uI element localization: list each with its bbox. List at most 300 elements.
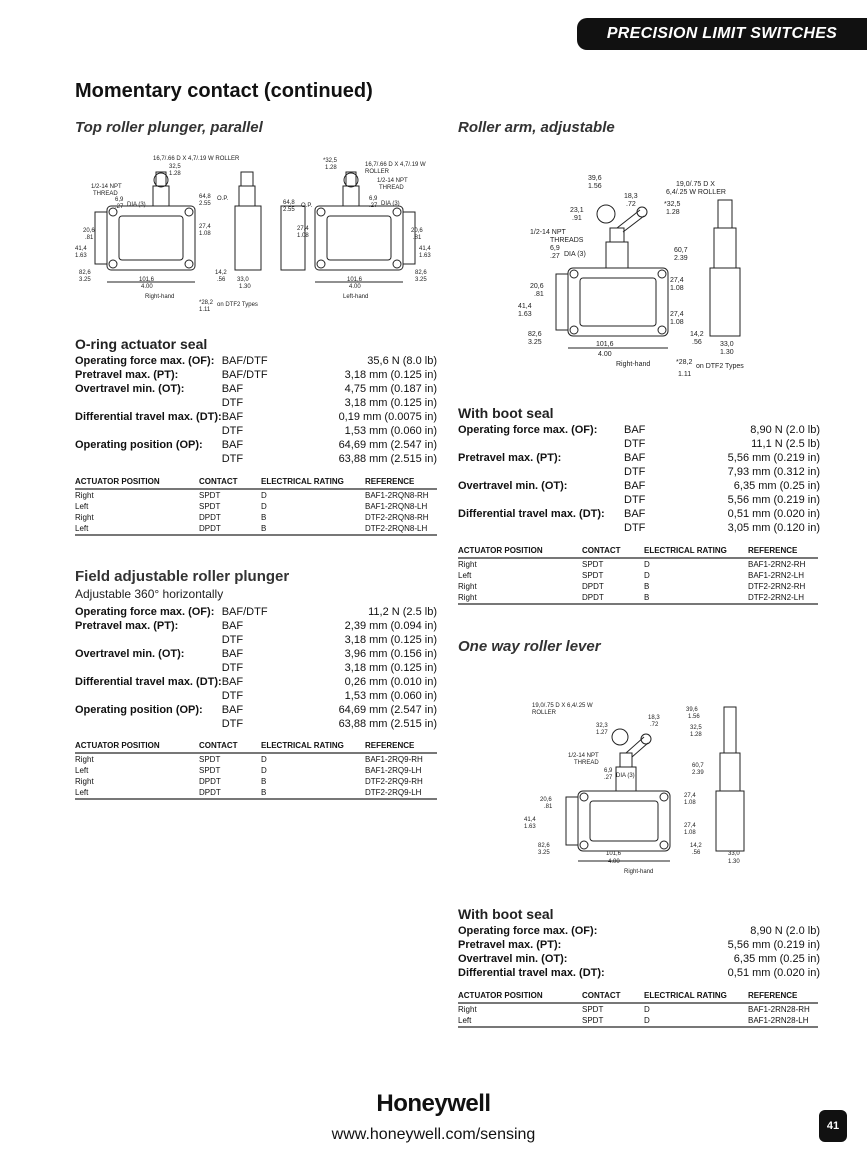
dim-label: .81	[85, 235, 94, 241]
dim-label: 19,0/.75 D X	[676, 181, 715, 188]
dim-label: .27	[550, 253, 560, 260]
dim-label: 27,4	[199, 224, 211, 230]
dim-label: 16,7/.66 D X 4,7/.19 W ROLLER	[153, 156, 240, 162]
column-header: ELECTRICAL RATING	[261, 476, 365, 489]
diagram-caption: Right-hand	[624, 869, 654, 875]
spec-variant: BAF	[624, 424, 646, 436]
dim-label: 1.30	[728, 859, 740, 865]
page-number: 41	[819, 1110, 847, 1142]
column-header: ACTUATOR POSITION	[75, 740, 199, 753]
section-title-top-roller: Top roller plunger, parallel	[75, 119, 263, 136]
table-cell: DPDT	[582, 592, 644, 604]
table-cell: B	[261, 513, 267, 522]
spec-label	[75, 661, 222, 675]
spec-value: 8,90 N (2.0 lb)	[750, 424, 820, 436]
spec-label: Overtravel min. (OT):	[75, 383, 185, 395]
table-row	[458, 570, 818, 581]
dim-label: 1.08	[297, 233, 309, 239]
dim-label: 2.39	[692, 770, 704, 776]
spec-row	[75, 410, 437, 424]
dim-label: 27,4	[684, 823, 696, 829]
dim-label: 23,1	[570, 207, 584, 214]
page-title: Momentary contact (continued)	[75, 80, 373, 102]
dim-label: DIA (3)	[381, 201, 400, 207]
dim-label: 1.30	[720, 349, 734, 356]
table-cell: D	[261, 755, 267, 764]
spec-variant: DTF	[624, 494, 646, 506]
spec-row	[458, 423, 820, 437]
dim-label: DIA (3)	[564, 251, 586, 258]
table-cell: D	[644, 1015, 748, 1027]
spec-label	[75, 452, 222, 466]
spec-value: 1,53 mm (0.060 in)	[344, 690, 437, 702]
dim-label: 1.27	[596, 730, 608, 736]
dim-label: 18,3	[648, 715, 660, 721]
spec-label: Operating force max. (OF):	[458, 925, 598, 937]
spec-value: 5,56 mm (0.219 in)	[727, 939, 820, 951]
dim-label: 3.25	[538, 850, 550, 856]
dim-label: 27,4	[670, 277, 684, 284]
spec-value: 64,69 mm (2.547 in)	[338, 704, 437, 716]
table-row	[458, 592, 818, 604]
column-header: REFERENCE	[748, 990, 818, 1003]
dim-label: 101,6	[347, 277, 363, 283]
dim-label: *28,2	[199, 300, 214, 306]
dim-label: 82,6	[415, 270, 427, 276]
dim-label: 6,9	[369, 196, 378, 202]
dim-label: .81	[534, 291, 544, 298]
dim-label: 1.08	[670, 319, 684, 326]
spec-row	[75, 633, 437, 647]
spec-variant: BAF	[221, 676, 244, 688]
column-header: ACTUATOR POSITION	[458, 545, 582, 558]
table-row	[75, 523, 437, 535]
dim-label: 20,6	[540, 797, 552, 803]
spec-label: Operating position (OP):	[75, 704, 203, 716]
spec-variant: BAF	[221, 383, 244, 395]
spec-label: Operating force max. (OF):	[75, 355, 215, 367]
spec-table-field-adjustable	[75, 605, 437, 731]
column-header: CONTACT	[199, 476, 261, 489]
diagram-caption: Right-hand	[616, 361, 651, 368]
table-cell: Left	[75, 766, 89, 775]
dim-label: 1.63	[518, 311, 532, 318]
dim-label: 27,4	[684, 793, 696, 799]
spec-label	[75, 396, 222, 410]
spec-variant: BAF	[221, 439, 244, 451]
spec-row	[458, 437, 820, 451]
dim-label: 1.08	[684, 830, 696, 836]
spec-value: 5,56 mm (0.219 in)	[727, 452, 820, 464]
dim-label: 27,4	[670, 311, 684, 318]
spec-label: Differential travel max. (DT):	[75, 411, 222, 423]
spec-variant	[624, 952, 684, 966]
dim-label: THREAD	[574, 760, 599, 766]
dim-label: 4.00	[598, 351, 612, 358]
table-cell: D	[261, 502, 267, 511]
spec-variant: BAF	[624, 508, 646, 520]
spec-value: 0,51 mm (0.020 in)	[727, 967, 820, 979]
spec-table-one-way-lever	[458, 924, 820, 980]
dim-label: 82,6	[79, 270, 91, 276]
dim-label: 1.28	[690, 732, 702, 738]
table-cell: D	[261, 491, 267, 500]
dim-label: *28,2	[676, 359, 693, 366]
dim-label: .81	[544, 804, 553, 810]
spec-value: 35,6 N (8.0 lb)	[367, 355, 437, 367]
column-header: REFERENCE	[365, 476, 437, 489]
table-row	[458, 581, 818, 592]
spec-variant: DTF	[624, 438, 646, 450]
dim-label: 41,4	[518, 303, 532, 310]
dim-label: 1.11	[199, 307, 211, 313]
spec-row	[458, 479, 820, 493]
dim-label: 1.56	[588, 183, 602, 190]
dim-label: 101,6	[139, 277, 155, 283]
dim-label: 1.56	[688, 714, 700, 720]
dim-label: 3.25	[415, 277, 427, 283]
dim-label: 14,2	[215, 270, 227, 276]
spec-value: 4,75 mm (0.187 in)	[344, 383, 437, 395]
column-header: ACTUATOR POSITION	[458, 990, 582, 1003]
spec-label: Overtravel min. (OT):	[75, 648, 185, 660]
diagram-roller-arm	[510, 170, 780, 380]
table-cell: SPDT	[582, 1005, 604, 1014]
dim-label: 16,7/.66 D X 4,7/.19 W	[365, 162, 426, 168]
dim-label: 6,4/.25 W ROLLER	[666, 189, 726, 196]
table-cell: BAF1-2RQ9-RH	[365, 755, 423, 764]
spec-row	[458, 521, 820, 535]
dim-label: O.P.	[217, 196, 229, 202]
dim-label: THREAD	[379, 185, 404, 191]
subhead-boot-seal-roller-arm: With boot seal	[458, 405, 554, 421]
section-note-adjustable: Adjustable 360° horizontally	[75, 587, 224, 601]
dim-label: 4.00	[608, 859, 620, 865]
spec-value: 5,56 mm (0.219 in)	[727, 494, 820, 506]
dim-label: 4.00	[349, 284, 361, 290]
spec-row	[458, 938, 820, 952]
subhead-oring-seal: O-ring actuator seal	[75, 336, 208, 352]
table-cell: Right	[458, 1005, 477, 1014]
dim-label: 1.28	[325, 165, 337, 171]
spec-row	[75, 689, 437, 703]
spec-variant: BAF/DTF	[221, 369, 268, 381]
table-cell: DPDT	[199, 523, 261, 535]
column-header: REFERENCE	[748, 545, 818, 558]
spec-row	[458, 952, 820, 966]
dim-label: 1.63	[524, 824, 536, 830]
table-cell: SPDT	[199, 502, 221, 511]
table-cell: D	[644, 560, 650, 569]
spec-variant: BAF	[221, 648, 244, 660]
spec-value: 0,51 mm (0.020 in)	[727, 508, 820, 520]
dim-label: 14,2	[690, 843, 702, 849]
table-cell: D	[644, 571, 650, 580]
spec-variant	[624, 966, 684, 980]
spec-label: Pretravel max. (PT):	[458, 939, 562, 951]
dim-label: 3.25	[528, 339, 542, 346]
spec-value: 3,18 mm (0.125 in)	[344, 397, 437, 409]
spec-row	[75, 452, 437, 466]
table-cell: Right	[458, 592, 582, 604]
spec-label	[458, 493, 624, 507]
spec-value: 0,26 mm (0.010 in)	[344, 676, 437, 688]
dim-label: 1.28	[169, 171, 181, 177]
spec-label: Pretravel max. (PT):	[75, 620, 179, 632]
table-row	[75, 765, 437, 776]
spec-row	[75, 619, 437, 633]
table-row	[458, 1015, 818, 1027]
spec-label: Operating position (OP):	[75, 439, 203, 451]
table-cell: SPDT	[199, 766, 221, 775]
spec-row	[458, 493, 820, 507]
table-cell: BAF1-2RN2-RH	[748, 560, 806, 569]
spec-variant: BAF	[624, 480, 646, 492]
spec-variant: DTF	[624, 466, 646, 478]
table-row	[75, 489, 437, 501]
dim-label: *32,5	[323, 158, 338, 164]
table-cell: Right	[458, 560, 477, 569]
spec-row	[458, 451, 820, 465]
dim-label: .91	[572, 215, 582, 222]
dim-label: on DTF2 Types	[217, 302, 258, 308]
dim-label: 32,5	[169, 164, 181, 170]
spec-row	[75, 647, 437, 661]
spec-label	[75, 689, 222, 703]
table-row	[75, 753, 437, 765]
dim-label: 64,8	[283, 200, 295, 206]
spec-row	[75, 675, 437, 689]
table-cell: D	[261, 766, 267, 775]
dim-label: 82,6	[538, 843, 550, 849]
reference-table-top-roller	[75, 476, 437, 536]
subhead-boot-seal-one-way: With boot seal	[458, 906, 554, 922]
table-cell: DPDT	[199, 513, 221, 522]
dim-label: .27	[604, 775, 613, 781]
spec-variant: DTF	[221, 397, 244, 409]
footer-url[interactable]: www.honeywell.com/sensing	[331, 1126, 536, 1143]
dim-label: 6,9	[604, 768, 613, 774]
table-cell: SPDT	[582, 1015, 644, 1027]
spec-label	[75, 717, 222, 731]
spec-variant: BAF	[221, 411, 244, 423]
table-cell: Left	[458, 1015, 582, 1027]
table-row	[458, 558, 818, 570]
column-header: ACTUATOR POSITION	[75, 476, 199, 489]
spec-label: Operating force max. (OF):	[75, 606, 215, 618]
dim-label: 2.55	[199, 201, 211, 207]
spec-row	[75, 605, 437, 619]
table-row	[458, 1003, 818, 1015]
dim-label: O.P.	[301, 203, 313, 209]
spec-row	[75, 661, 437, 675]
dim-label: 6,9	[115, 197, 124, 203]
diagram-one-way-roller-lever	[520, 695, 790, 880]
dim-label: 1.63	[419, 253, 431, 259]
spec-variant	[624, 938, 684, 952]
spec-label: Differential travel max. (DT):	[458, 967, 605, 979]
spec-row	[75, 424, 437, 438]
dim-label: 32,3	[596, 723, 608, 729]
dim-label: ROLLER	[532, 710, 557, 716]
table-cell: BAF1-2RN28-RH	[748, 1005, 810, 1014]
table-cell: DPDT	[199, 777, 221, 786]
dim-label: THREAD	[93, 191, 118, 197]
spec-label: Overtravel min. (OT):	[458, 953, 568, 965]
table-row	[75, 501, 437, 512]
section-title-field-adjustable: Field adjustable roller plunger	[75, 568, 290, 585]
spec-variant: DTF	[221, 690, 244, 702]
spec-value: 64,69 mm (2.547 in)	[338, 439, 437, 451]
dim-label: 1.11	[678, 371, 692, 378]
spec-label: Differential travel max. (DT):	[75, 676, 222, 688]
table-cell: B	[261, 523, 365, 535]
header-banner: PRECISION LIMIT SWITCHES	[577, 18, 867, 50]
table-row	[75, 787, 437, 799]
table-cell: BAF1-2RQN8-RH	[365, 491, 429, 500]
dim-label: 1.30	[239, 284, 251, 290]
spec-value: 6,35 mm (0.25 in)	[733, 953, 820, 965]
reference-table-one-way-lever	[458, 990, 818, 1028]
dim-label: 14,2	[690, 331, 704, 338]
spec-value: 2,39 mm (0.094 in)	[344, 620, 437, 632]
spec-value: 1,53 mm (0.060 in)	[344, 425, 437, 437]
table-cell: BAF1-2RQN8-LH	[365, 502, 428, 511]
spec-row	[75, 368, 437, 382]
spec-variant: BAF	[624, 452, 646, 464]
table-cell: B	[261, 777, 267, 786]
spec-value: 3,18 mm (0.125 in)	[344, 662, 437, 674]
table-row	[75, 512, 437, 523]
dim-label: 1.08	[199, 231, 211, 237]
table-cell: Right	[75, 491, 94, 500]
spec-label: Pretravel max. (PT):	[458, 452, 562, 464]
column-header: CONTACT	[199, 740, 261, 753]
table-cell: DTF2-2RN2-RH	[748, 582, 806, 591]
dim-label: 82,6	[528, 331, 542, 338]
table-cell: SPDT	[199, 491, 221, 500]
spec-variant: BAF/DTF	[221, 355, 268, 367]
dim-label: 6,9	[550, 245, 560, 252]
spec-row	[75, 396, 437, 410]
table-cell: Right	[75, 777, 94, 786]
column-header: ELECTRICAL RATING	[644, 545, 748, 558]
spec-row	[458, 924, 820, 938]
spec-value: 7,93 mm (0.312 in)	[727, 466, 820, 478]
dim-label: 33,0	[237, 277, 249, 283]
dim-label: 19,0/.75 D X 6,4/.25 W	[532, 703, 593, 709]
diagram-top-roller-plunger	[75, 150, 445, 315]
diagram-caption: Left-hand	[343, 294, 369, 300]
dim-label: THREADS	[550, 237, 584, 244]
spec-label: Differential travel max. (DT):	[458, 508, 605, 520]
dim-label: 4.00	[141, 284, 153, 290]
spec-value: 3,05 mm (0.120 in)	[727, 522, 820, 534]
dim-label: 101,6	[606, 851, 622, 857]
table-row	[75, 776, 437, 787]
table-cell: D	[644, 1005, 650, 1014]
spec-variant: DTF	[221, 425, 244, 437]
dim-label: .72	[626, 201, 636, 208]
dim-label: 1/2-14 NPT	[568, 753, 599, 759]
table-cell: Left	[75, 523, 199, 535]
dim-label: 39,6	[588, 175, 602, 182]
dim-label: .56	[217, 277, 226, 283]
spec-row	[75, 438, 437, 452]
dim-label: 20,6	[411, 228, 423, 234]
dim-label: 2.39	[674, 255, 688, 262]
section-title-roller-arm: Roller arm, adjustable	[458, 119, 615, 136]
spec-label	[458, 437, 624, 451]
dim-label: .56	[692, 339, 702, 346]
dim-label: 64,8	[199, 194, 211, 200]
spec-value: 3,18 mm (0.125 in)	[344, 369, 437, 381]
dim-label: 1.08	[670, 285, 684, 292]
dim-label: 1.63	[75, 253, 87, 259]
dim-label: 1/2-14 NPT	[91, 184, 122, 190]
table-cell: BAF1-2RN28-LH	[748, 1015, 818, 1027]
spec-table-top-roller	[75, 354, 437, 466]
dim-label: 60,7	[674, 247, 688, 254]
dim-label: 60,7	[692, 763, 704, 769]
spec-label	[458, 521, 624, 535]
table-cell: Left	[75, 502, 89, 511]
table-cell: SPDT	[199, 755, 221, 764]
dim-label: *32,5	[664, 201, 681, 208]
spec-variant: DTF	[221, 662, 244, 674]
spec-label	[75, 633, 222, 647]
spec-row	[458, 507, 820, 521]
column-header: REFERENCE	[365, 740, 437, 753]
table-cell: DTF2-2RQ9-LH	[365, 787, 437, 799]
dim-label: 20,6	[530, 283, 544, 290]
spec-row	[75, 703, 437, 717]
table-cell: Right	[75, 513, 94, 522]
table-cell: DTF2-2RQ9-RH	[365, 777, 423, 786]
table-cell: B	[261, 787, 365, 799]
dim-label: ROLLER	[365, 169, 390, 175]
spec-value: 11,2 N (2.5 lb)	[368, 606, 437, 618]
spec-label: Operating force max. (OF):	[458, 424, 598, 436]
table-cell: DPDT	[199, 787, 261, 799]
table-cell: DPDT	[582, 582, 604, 591]
dim-label: 2.55	[283, 207, 295, 213]
table-cell: B	[644, 582, 650, 591]
spec-row	[75, 382, 437, 396]
spec-value: 63,88 mm (2.515 in)	[338, 718, 437, 730]
column-header: CONTACT	[582, 545, 644, 558]
spec-row	[75, 354, 437, 368]
dim-label: .27	[369, 203, 378, 209]
spec-value: 8,90 N (2.0 lb)	[750, 925, 820, 937]
dim-label: 33,0	[728, 851, 740, 857]
spec-row	[75, 717, 437, 731]
table-cell: SPDT	[582, 571, 604, 580]
diagram-caption: Right-hand	[145, 294, 175, 300]
dim-label: 27,4	[297, 226, 309, 232]
spec-variant: BAF/DTF	[221, 606, 268, 618]
dim-label: 41,4	[524, 817, 536, 823]
spec-value: 11,1 N (2.5 lb)	[751, 438, 820, 450]
dim-label: 41,4	[419, 246, 431, 252]
brand-logo: Honeywell	[376, 1090, 491, 1117]
dim-label: .56	[692, 850, 701, 856]
spec-label: Pretravel max. (PT):	[75, 369, 179, 381]
table-cell: DTF2-2RQN8-LH	[365, 523, 437, 535]
dim-label: 1/2-14 NPT	[377, 178, 408, 184]
table-cell: DTF2-2RQN8-RH	[365, 513, 429, 522]
table-cell: Left	[458, 571, 472, 580]
